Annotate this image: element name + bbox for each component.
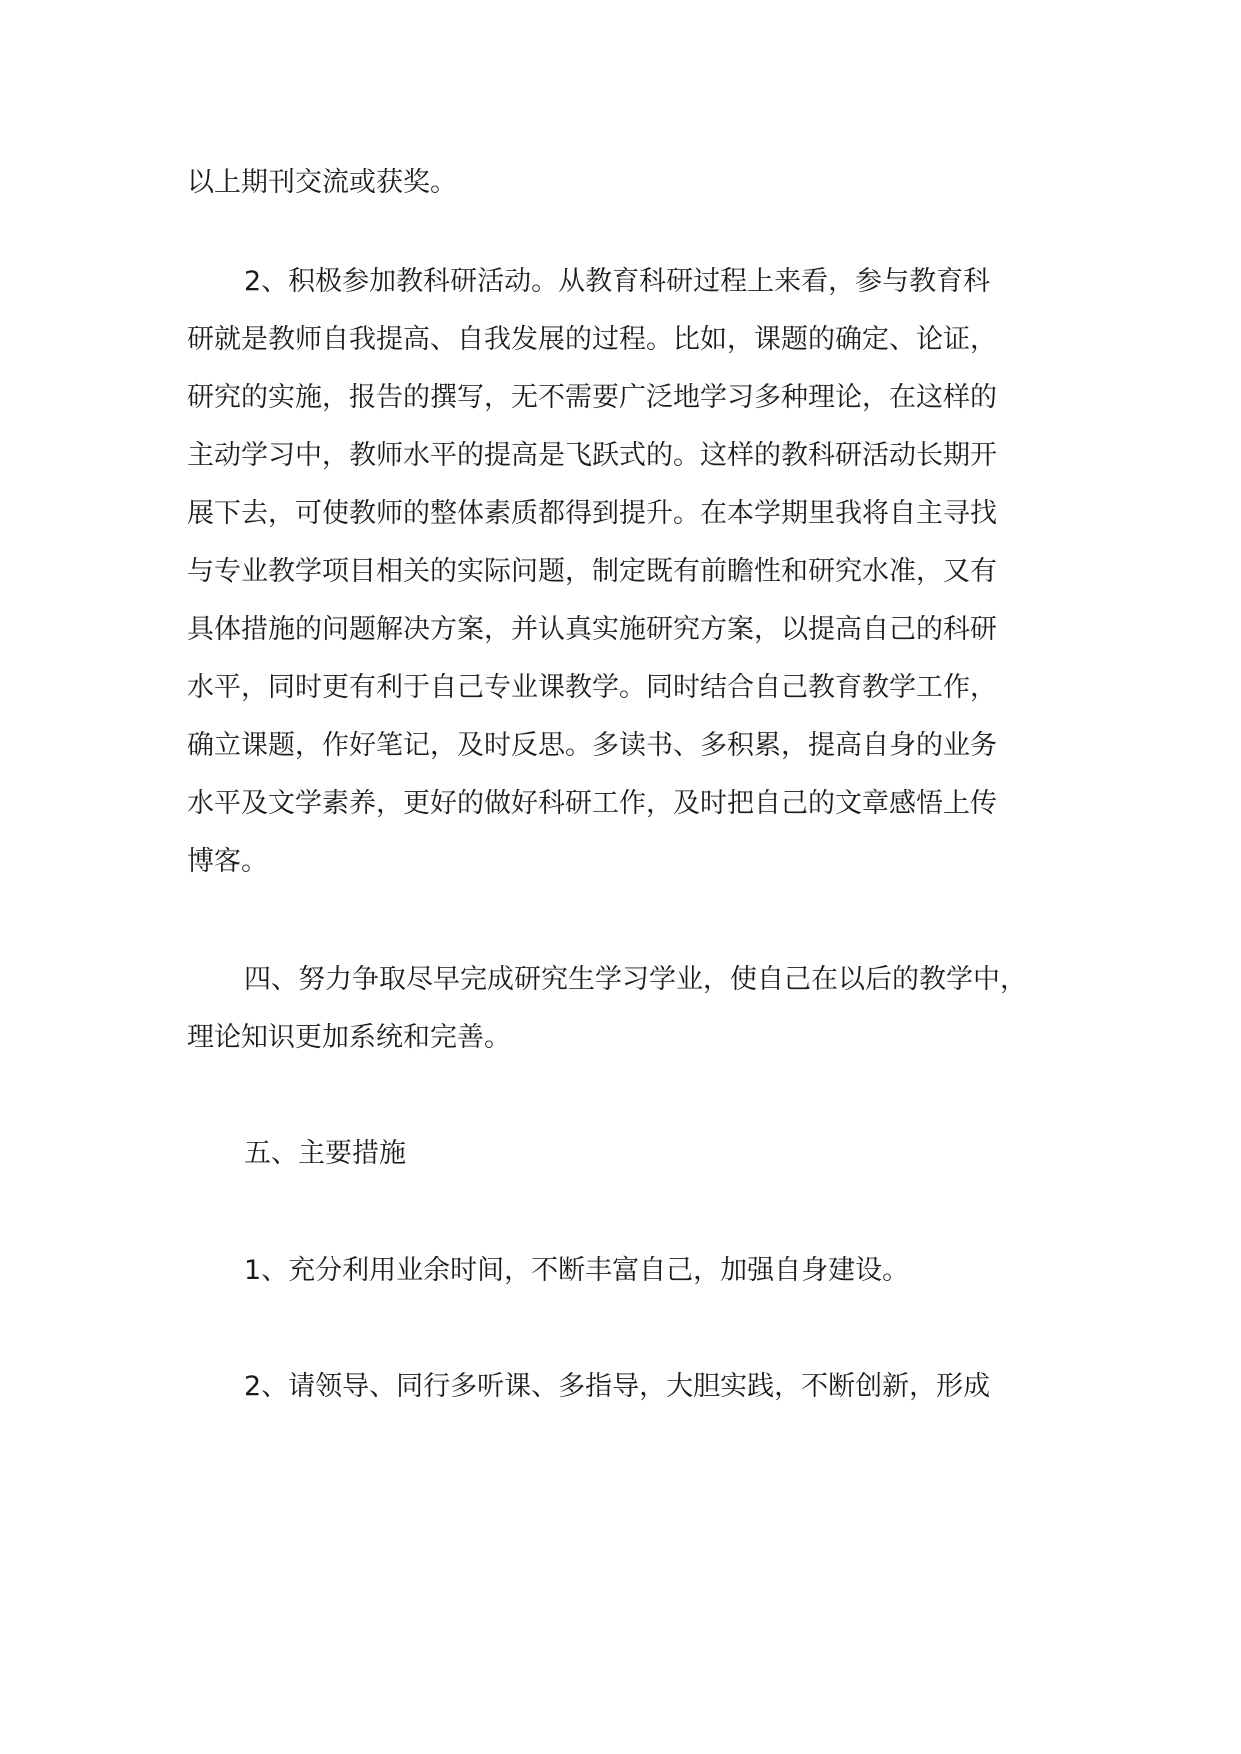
text-line: 具体措施的问题解决方案，并认真实施研究方案，以提高自己的科研 bbox=[187, 614, 997, 645]
text-line: 主动学习中，教师水平的提高是飞跃式的。这样的教科研活动长期开 bbox=[187, 440, 997, 471]
paragraph-first-line: 2、积极参加教科研活动。从教育科研过程上来看，参与教育科 bbox=[244, 266, 991, 297]
section-heading: 五、主要措施 bbox=[244, 1138, 406, 1169]
text-line: 水平，同时更有利于自己专业课教学。同时结合自己教育教学工作， bbox=[187, 672, 997, 703]
text-line: 展下去，可使教师的整体素质都得到提升。在本学期里我将自主寻找 bbox=[187, 498, 997, 529]
text-line: 理论知识更加系统和完善。 bbox=[187, 1022, 511, 1053]
text-line: 水平及文学素养，更好的做好科研工作，及时把自己的文章感悟上传 bbox=[187, 788, 997, 819]
text-line: 与专业教学项目相关的实际问题，制定既有前瞻性和研究水准，又有 bbox=[187, 556, 997, 587]
paragraph-first-line: 2、请领导、同行多听课、多指导，大胆实践，不断创新，形成 bbox=[244, 1371, 991, 1402]
paragraph-first-line: 1、充分利用业余时间，不断丰富自己，加强自身建设。 bbox=[244, 1255, 910, 1286]
text-line: 博客。 bbox=[187, 846, 268, 877]
text-line: 确立课题，作好笔记，及时反思。多读书、多积累，提高自身的业务 bbox=[187, 730, 997, 761]
text-line: 研究的实施，报告的撰写，无不需要广泛地学习多种理论，在这样的 bbox=[187, 382, 997, 413]
text-line: 以上期刊交流或获奖。 bbox=[187, 167, 457, 198]
paragraph-first-line: 四、努力争取尽早完成研究生学习学业，使自己在以后的教学中， bbox=[244, 964, 1027, 995]
text-line: 研就是教师自我提高、自我发展的过程。比如，课题的确定、论证， bbox=[187, 324, 997, 355]
